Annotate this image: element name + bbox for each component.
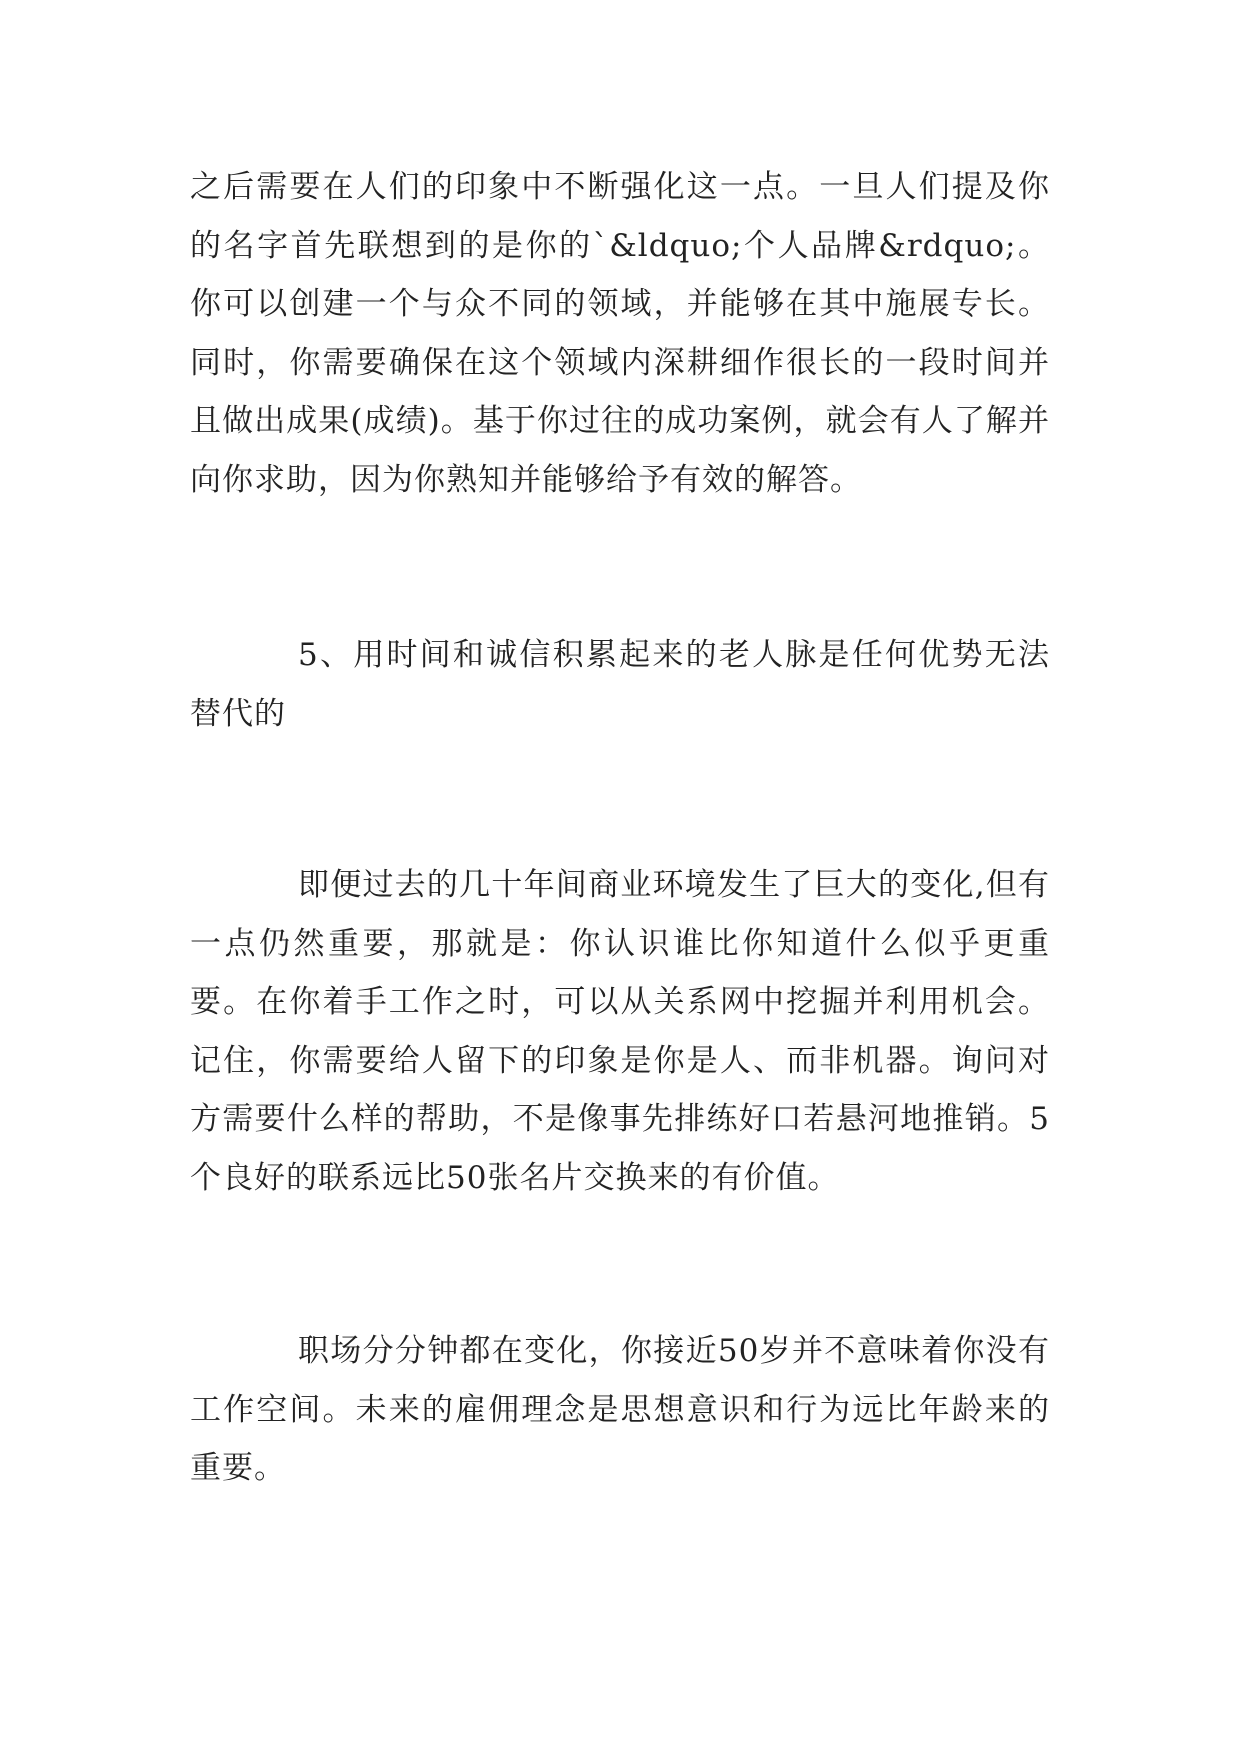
paragraph-personal-brand: 之后需要在人们的印象中不断强化这一点。一旦人们提及你的名字首先联想到的是你的`&ldquo;个人品牌&rdquo;。你可以创建一个与众不同的领域，并能够在其中施展专长。同时，你需要确保在这个领域内深耕细作很长的一段时间并且做出成果(成绩)。基于你过往的成功案例，就会有人了解并向你求助，因为你熟知并能够给予有效的解答。 bbox=[190, 169, 1050, 498]
section-heading-old-network: 5、用时间和诚信积累起来的老人脉是任何优势无法替代的 bbox=[190, 637, 1050, 732]
paragraph-who-you-know: 即便过去的几十年间商业环境发生了巨大的变化,但有一点仍然重要，那就是：你认识谁比你知道什么似乎更重要。在你着手工作之时，可以从关系网中挖掘并利用机会。记住，你需要给人留下的印象是你是人、而非机器。询问对方需要什么样的帮助，不是像事先排练好口若悬河地推销。5个良好的联系远比50张名片交换来的有价值。 bbox=[190, 867, 1050, 1196]
paragraph-workplace-change: 职场分分钟都在变化，你接近50岁并不意味着你没有工作空间。未来的雇佣理念是思想意识和行为远比年龄来的重要。 bbox=[190, 1333, 1050, 1486]
